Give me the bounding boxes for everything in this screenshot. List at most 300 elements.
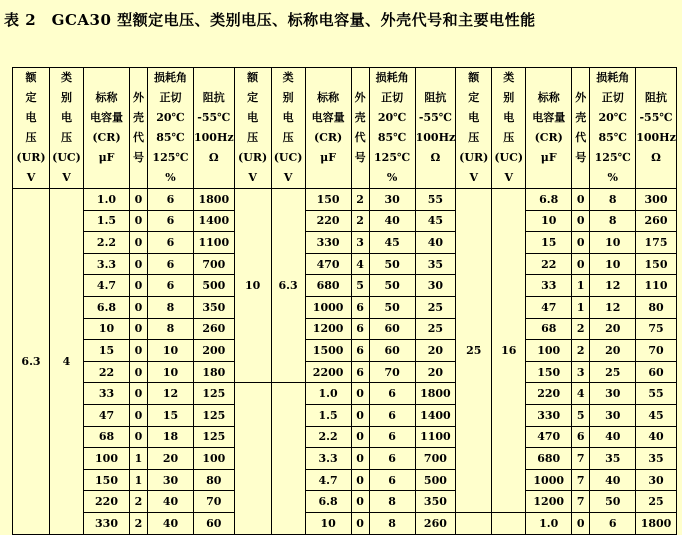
case-code-cell: 7 <box>572 448 590 470</box>
impedance-cell: 30 <box>415 275 456 297</box>
table-row <box>13 253 677 275</box>
table-row <box>13 296 677 318</box>
table-row <box>13 210 677 232</box>
dissipation-cell: 6 <box>369 426 415 448</box>
capacitance-cell: 4.7 <box>84 275 130 297</box>
capacitance-cell: 6.8 <box>526 189 572 211</box>
capacitance-cell: 2.2 <box>305 426 351 448</box>
impedance-cell: 1400 <box>194 210 235 232</box>
header-line: 125℃ <box>152 151 189 164</box>
header-cell <box>572 68 590 189</box>
header-line: 标称 <box>537 91 560 104</box>
dissipation-cell: 40 <box>148 512 194 534</box>
header-line: 别 <box>61 91 72 104</box>
dissipation-cell: 6 <box>148 210 194 232</box>
impedance-cell: 55 <box>415 189 456 211</box>
capacitance-cell: 1200 <box>305 318 351 340</box>
impedance-cell: 40 <box>415 232 456 254</box>
header-cell <box>50 68 84 189</box>
dissipation-cell: 12 <box>590 275 636 297</box>
dissipation-cell: 12 <box>148 383 194 405</box>
case-code-cell: 0 <box>130 340 148 362</box>
header-line: -55℃ <box>197 111 231 124</box>
header-line: 定 <box>468 91 480 104</box>
header-line: 压 <box>61 131 72 144</box>
rated-voltage-cell: 25 <box>456 189 492 513</box>
dissipation-cell: 8 <box>148 296 194 318</box>
capacitance-cell: 10 <box>526 210 572 232</box>
dissipation-cell: 50 <box>590 491 636 513</box>
dissipation-cell: 30 <box>590 383 636 405</box>
capacitance-cell: 1000 <box>305 296 351 318</box>
case-code-cell: 0 <box>572 210 590 232</box>
header-cell <box>305 68 351 189</box>
case-code-cell: 1 <box>130 469 148 491</box>
capacitance-cell: 1500 <box>305 340 351 362</box>
case-code-cell: 0 <box>130 189 148 211</box>
header-line: 额 <box>468 71 480 84</box>
table-row <box>13 469 677 491</box>
impedance-cell: 500 <box>415 469 456 491</box>
capacitance-cell: 680 <box>305 275 351 297</box>
header-line: % <box>607 171 618 184</box>
header-line: 压 <box>25 131 37 144</box>
header-line: 号 <box>354 151 366 164</box>
capacitance-cell: 3.3 <box>305 448 351 470</box>
case-code-cell: 0 <box>351 491 369 513</box>
case-code-cell: 6 <box>351 296 369 318</box>
header-line: 阻抗 <box>424 91 447 104</box>
header-line: V <box>248 171 257 184</box>
header-line: (UC) <box>494 151 524 164</box>
rated-voltage-cell <box>234 383 271 534</box>
header-cell <box>369 68 415 189</box>
impedance-cell: 40 <box>636 426 677 448</box>
capacitance-cell: 10 <box>84 318 130 340</box>
case-code-cell: 0 <box>351 512 369 534</box>
header-line: μF <box>320 151 337 164</box>
case-code-cell: 0 <box>130 361 148 383</box>
header-line: Ω <box>430 151 441 164</box>
impedance-cell: 75 <box>636 318 677 340</box>
capacitance-cell: 15 <box>84 340 130 362</box>
case-code-cell: 0 <box>572 253 590 275</box>
header-line: 125℃ <box>374 151 411 164</box>
case-code-cell: 0 <box>351 448 369 470</box>
header-cell <box>351 68 369 189</box>
case-code-cell: 0 <box>130 253 148 275</box>
capacitance-cell: 1200 <box>526 491 572 513</box>
capacitance-cell: 150 <box>305 189 351 211</box>
dissipation-cell: 40 <box>590 426 636 448</box>
header-line: 压 <box>468 131 480 144</box>
dissipation-cell: 18 <box>148 426 194 448</box>
dissipation-cell: 20 <box>590 318 636 340</box>
dissipation-cell: 6 <box>590 512 636 534</box>
dissipation-cell: 40 <box>590 469 636 491</box>
capacitance-cell: 470 <box>305 253 351 275</box>
header-line: 电 <box>503 111 515 124</box>
case-code-cell: 0 <box>130 232 148 254</box>
header-line: 电 <box>247 111 259 124</box>
dissipation-cell: 6 <box>369 404 415 426</box>
capacitance-cell: 33 <box>526 275 572 297</box>
dissipation-cell: 6 <box>148 232 194 254</box>
capacitance-cell: 2200 <box>305 361 351 383</box>
impedance-cell: 30 <box>636 469 677 491</box>
header-line: 压 <box>503 131 515 144</box>
capacitance-cell: 680 <box>526 448 572 470</box>
dissipation-cell: 6 <box>148 189 194 211</box>
header-line: V <box>26 171 36 184</box>
case-code-cell: 0 <box>351 404 369 426</box>
header-line: 代 <box>354 131 366 144</box>
header-cell <box>636 68 677 189</box>
header-line: 类 <box>282 71 294 84</box>
capacitance-cell: 15 <box>526 232 572 254</box>
capacitance-cell: 1.5 <box>84 210 130 232</box>
dissipation-cell: 10 <box>590 232 636 254</box>
dissipation-cell: 50 <box>369 275 415 297</box>
impedance-cell: 260 <box>636 210 677 232</box>
impedance-cell: 700 <box>194 253 235 275</box>
case-code-cell: 0 <box>351 383 369 405</box>
impedance-cell: 260 <box>194 318 235 340</box>
table-row <box>13 512 677 534</box>
table-row <box>13 340 677 362</box>
dissipation-cell: 70 <box>369 361 415 383</box>
header-line: 别 <box>503 91 515 104</box>
case-code-cell: 2 <box>130 491 148 513</box>
impedance-cell: 350 <box>415 491 456 513</box>
dissipation-cell: 60 <box>369 340 415 362</box>
header-line: (UR) <box>238 151 268 164</box>
header-line: 代 <box>133 131 144 144</box>
header-cell <box>590 68 636 189</box>
impedance-cell: 45 <box>415 210 456 232</box>
capacitance-cell: 1.0 <box>84 189 130 211</box>
case-code-cell: 0 <box>572 232 590 254</box>
case-code-cell: 2 <box>351 210 369 232</box>
capacitance-cell: 1000 <box>526 469 572 491</box>
header-cell <box>271 68 305 189</box>
dissipation-cell: 6 <box>369 469 415 491</box>
header-line: 外 <box>354 91 366 104</box>
capacitance-cell: 2.2 <box>84 232 130 254</box>
case-code-cell: 0 <box>351 426 369 448</box>
dissipation-cell: 30 <box>590 404 636 426</box>
header-line: 正切 <box>381 91 404 104</box>
impedance-cell: 1100 <box>415 426 456 448</box>
spec-table <box>12 67 677 535</box>
case-code-cell: 1 <box>572 275 590 297</box>
header-line: μF <box>540 151 557 164</box>
case-code-cell: 0 <box>130 210 148 232</box>
capacitance-cell: 6.8 <box>305 491 351 513</box>
table-row <box>13 189 677 211</box>
dissipation-cell: 10 <box>148 340 194 362</box>
impedance-cell: 45 <box>636 404 677 426</box>
header-line: (CR) <box>92 131 121 144</box>
capacitance-cell: 1.5 <box>305 404 351 426</box>
header-line: 标称 <box>317 91 340 104</box>
case-code-cell: 2 <box>130 512 148 534</box>
impedance-cell: 500 <box>194 275 235 297</box>
header-line: 100Hz <box>415 131 456 144</box>
dissipation-cell: 25 <box>590 361 636 383</box>
impedance-cell: 700 <box>415 448 456 470</box>
header-line: 代 <box>575 131 587 144</box>
dissipation-cell: 8 <box>369 512 415 534</box>
table-row <box>13 275 677 297</box>
dissipation-cell: 40 <box>148 491 194 513</box>
header-line: 额 <box>247 71 259 84</box>
dissipation-cell: 50 <box>369 253 415 275</box>
case-code-cell: 2 <box>572 318 590 340</box>
capacitance-cell: 1.0 <box>526 512 572 534</box>
header-line: 损耗角 <box>375 71 409 84</box>
dissipation-cell: 20 <box>590 340 636 362</box>
header-line: 20℃ <box>377 111 407 124</box>
impedance-cell: 1800 <box>636 512 677 534</box>
case-code-cell: 2 <box>351 189 369 211</box>
dissipation-cell: 30 <box>148 469 194 491</box>
capacitance-cell: 6.8 <box>84 296 130 318</box>
impedance-cell: 150 <box>636 253 677 275</box>
header-line: 正切 <box>601 91 624 104</box>
header-line: % <box>165 171 176 184</box>
header-line: 外 <box>575 91 587 104</box>
header-line: (UR) <box>16 151 46 164</box>
header-cell <box>492 68 526 189</box>
case-code-cell: 6 <box>572 426 590 448</box>
capacitance-cell: 100 <box>84 448 130 470</box>
impedance-cell: 180 <box>194 361 235 383</box>
header-cell <box>130 68 148 189</box>
dissipation-cell: 6 <box>369 448 415 470</box>
dissipation-cell: 6 <box>148 253 194 275</box>
header-line: 正切 <box>159 91 182 104</box>
header-cell <box>456 68 492 189</box>
impedance-cell: 55 <box>636 383 677 405</box>
case-code-cell: 0 <box>572 189 590 211</box>
header-line: 85℃ <box>377 131 407 144</box>
impedance-cell: 70 <box>194 491 235 513</box>
header-cell <box>526 68 572 189</box>
impedance-cell: 25 <box>636 491 677 513</box>
capacitance-cell: 220 <box>526 383 572 405</box>
header-line: μF <box>98 151 115 164</box>
header-line: 85℃ <box>156 131 185 144</box>
header-line: 100Hz <box>194 131 234 144</box>
dissipation-cell: 10 <box>590 253 636 275</box>
impedance-cell: 35 <box>636 448 677 470</box>
header-line: % <box>386 171 398 184</box>
dissipation-cell: 35 <box>590 448 636 470</box>
header-line: 压 <box>282 131 294 144</box>
case-code-cell: 6 <box>351 340 369 362</box>
capacitance-cell: 330 <box>84 512 130 534</box>
table-row <box>13 448 677 470</box>
impedance-cell: 125 <box>194 383 235 405</box>
impedance-cell: 1100 <box>194 232 235 254</box>
capacitance-cell: 68 <box>526 318 572 340</box>
impedance-cell: 60 <box>194 512 235 534</box>
impedance-cell: 35 <box>415 253 456 275</box>
dissipation-cell: 6 <box>369 383 415 405</box>
header-line: (UR) <box>459 151 489 164</box>
impedance-cell: 25 <box>415 296 456 318</box>
case-code-cell: 0 <box>130 426 148 448</box>
case-code-cell: 1 <box>130 448 148 470</box>
capacitance-cell: 22 <box>526 253 572 275</box>
category-voltage-cell <box>492 512 526 534</box>
case-code-cell: 1 <box>572 296 590 318</box>
header-line: (CR) <box>534 131 563 144</box>
category-voltage-cell: 16 <box>492 189 526 513</box>
table-row <box>13 491 677 513</box>
impedance-cell: 125 <box>194 426 235 448</box>
dissipation-cell: 8 <box>369 491 415 513</box>
impedance-cell: 110 <box>636 275 677 297</box>
capacitance-cell: 150 <box>526 361 572 383</box>
dissipation-cell: 15 <box>148 404 194 426</box>
case-code-cell: 0 <box>572 512 590 534</box>
impedance-cell: 1400 <box>415 404 456 426</box>
header-line: -55℃ <box>639 111 673 124</box>
dissipation-cell: 8 <box>590 210 636 232</box>
header-line: 壳 <box>133 111 144 124</box>
case-code-cell: 5 <box>351 275 369 297</box>
capacitance-cell: 470 <box>526 426 572 448</box>
capacitance-cell: 3.3 <box>84 253 130 275</box>
header-line: 定 <box>247 91 259 104</box>
rated-voltage-cell: 10 <box>234 189 271 383</box>
header-line: 20℃ <box>156 111 185 124</box>
dissipation-cell: 60 <box>369 318 415 340</box>
case-code-cell: 3 <box>572 361 590 383</box>
case-code-cell: 0 <box>130 275 148 297</box>
table-row <box>13 383 677 405</box>
impedance-cell: 300 <box>636 189 677 211</box>
header-line: 85℃ <box>598 131 627 144</box>
capacitance-cell: 1.0 <box>305 383 351 405</box>
capacitance-cell: 33 <box>84 383 130 405</box>
header-line: 阻抗 <box>645 91 668 104</box>
table-row <box>13 361 677 383</box>
category-voltage-cell: 4 <box>50 189 84 535</box>
header-line: 125℃ <box>594 151 631 164</box>
header-line: V <box>283 171 293 184</box>
table-row <box>13 318 677 340</box>
header-line: 壳 <box>354 111 366 124</box>
header-line: 壳 <box>575 111 587 124</box>
table-row <box>13 426 677 448</box>
rated-voltage-cell <box>456 512 492 534</box>
table-row <box>13 232 677 254</box>
case-code-cell: 4 <box>351 253 369 275</box>
header-line: 电容量 <box>311 111 345 124</box>
case-code-cell: 3 <box>351 232 369 254</box>
header-line: 压 <box>247 131 259 144</box>
impedance-cell: 80 <box>636 296 677 318</box>
capacitance-cell: 220 <box>305 210 351 232</box>
capacitance-cell: 10 <box>305 512 351 534</box>
dissipation-cell: 8 <box>590 189 636 211</box>
header-line: Ω <box>651 151 661 164</box>
dissipation-cell: 12 <box>590 296 636 318</box>
dissipation-cell: 6 <box>148 275 194 297</box>
header-line: 标称 <box>95 91 118 104</box>
impedance-cell: 1800 <box>415 383 456 405</box>
header-cell <box>13 68 50 189</box>
dissipation-cell: 40 <box>369 210 415 232</box>
case-code-cell: 0 <box>351 469 369 491</box>
header-line: 100Hz <box>636 131 676 144</box>
header-line: -55℃ <box>418 111 452 124</box>
dissipation-cell: 8 <box>148 318 194 340</box>
header-line: 类 <box>503 71 515 84</box>
impedance-cell: 70 <box>636 340 677 362</box>
case-code-cell: 6 <box>351 318 369 340</box>
capacitance-cell: 330 <box>526 404 572 426</box>
header-cell <box>148 68 194 189</box>
header-line: 别 <box>282 91 294 104</box>
case-code-cell: 7 <box>572 469 590 491</box>
capacitance-cell: 47 <box>84 404 130 426</box>
header-line: 电容量 <box>532 111 566 124</box>
impedance-cell: 350 <box>194 296 235 318</box>
header-cell <box>415 68 456 189</box>
capacitance-cell: 22 <box>84 361 130 383</box>
header-line: (UC) <box>273 151 303 164</box>
capacitance-cell: 68 <box>84 426 130 448</box>
case-code-cell: 0 <box>130 318 148 340</box>
dissipation-cell: 10 <box>148 361 194 383</box>
header-cell <box>234 68 271 189</box>
header-line: 外 <box>133 91 144 104</box>
header-line: V <box>469 171 478 184</box>
header-line: 电 <box>282 111 294 124</box>
impedance-cell: 175 <box>636 232 677 254</box>
dissipation-cell: 45 <box>369 232 415 254</box>
header-line: 电 <box>61 111 72 124</box>
table-title: 表 2 GCA30 型额定电压、类别电压、标称电容量、外壳代号和主要电性能 <box>4 11 536 29</box>
dissipation-cell: 20 <box>148 448 194 470</box>
header-cell <box>84 68 130 189</box>
dissipation-cell: 30 <box>369 189 415 211</box>
case-code-cell: 5 <box>572 404 590 426</box>
capacitance-cell: 330 <box>305 232 351 254</box>
header-line: 损耗角 <box>596 71 630 84</box>
header-line: 电容量 <box>90 111 123 124</box>
case-code-cell: 4 <box>572 383 590 405</box>
category-voltage-cell: 6.3 <box>271 189 305 383</box>
table-row <box>13 404 677 426</box>
header-line: V <box>504 171 513 184</box>
header-line: (UC) <box>52 151 81 164</box>
capacitance-cell: 100 <box>526 340 572 362</box>
header-line: 损耗角 <box>154 71 187 84</box>
case-code-cell: 6 <box>351 361 369 383</box>
case-code-cell: 0 <box>130 383 148 405</box>
header-line: Ω <box>208 151 219 164</box>
impedance-cell: 200 <box>194 340 235 362</box>
impedance-cell: 80 <box>194 469 235 491</box>
case-code-cell: 2 <box>572 340 590 362</box>
header-line: 号 <box>133 151 144 164</box>
impedance-cell: 60 <box>636 361 677 383</box>
